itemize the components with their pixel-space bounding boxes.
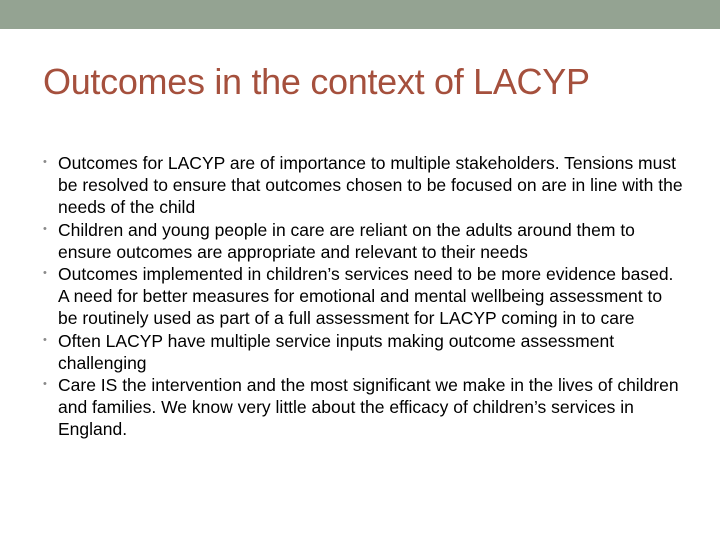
bullet-item: [43, 219, 683, 263]
top-accent-bar: [0, 0, 720, 29]
bullet-text: Children and young people in care are reliant on the adults around them to ensure outcomes are appropriate and relevant to their needs: [58, 219, 635, 262]
bullet-list: [43, 152, 683, 441]
bullet-item: [43, 152, 683, 219]
bullet-item: [43, 263, 683, 330]
bullet-text: Outcomes for LACYP are of importance to multiple stakeholders. Tensions must be resolved to ensure that outcomes chosen to be focused on are in line with the needs of the child: [58, 153, 683, 218]
bullet-text: Outcomes implemented in children’s services need to be more evidence based. A need for better measures for emotional and mental wellbeing assessment to be routinely used as part of a full assessment for LACYP coming in to care: [58, 264, 674, 329]
slide-title: Outcomes in the context of LACYP: [43, 61, 590, 102]
bullet-text: Often LACYP have multiple service inputs making outcome assessment challenging: [58, 330, 615, 373]
bullet-dot-icon: •: [43, 378, 47, 391]
bullet-dot-icon: •: [43, 222, 47, 235]
bullet-dot-icon: •: [43, 267, 47, 280]
bullet-text: Care IS the intervention and the most significant we make in the lives of children and families. We know very little about the efficacy of children’s services in England.: [58, 375, 679, 440]
bullet-dot-icon: •: [43, 156, 47, 168]
bullet-dot-icon: •: [43, 333, 47, 346]
bullet-item: [43, 330, 683, 374]
bullet-item: [43, 374, 683, 441]
